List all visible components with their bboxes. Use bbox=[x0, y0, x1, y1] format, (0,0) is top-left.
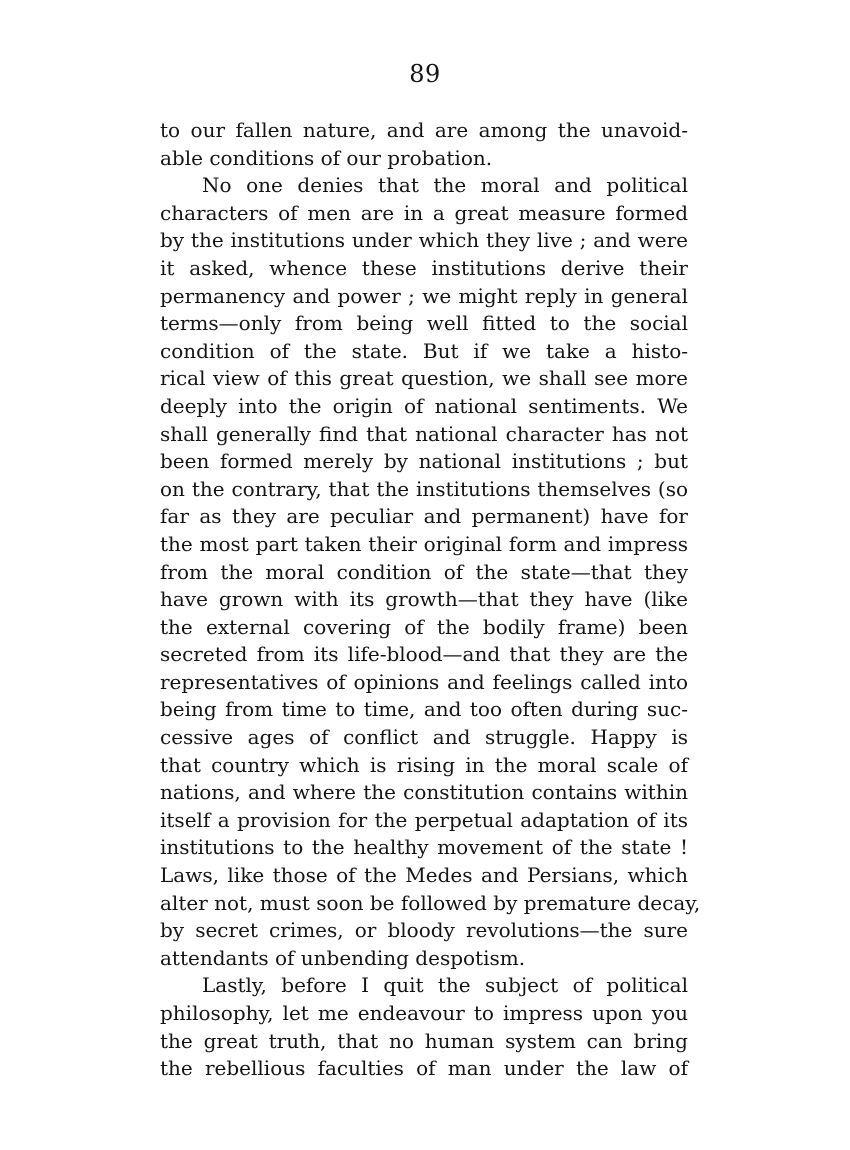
text-line: terms—only from being well fitted to the social bbox=[160, 311, 688, 336]
text-line: on the contrary, that the institutions themselves (so bbox=[160, 476, 688, 501]
text-line: the external covering of the bodily frame) been bbox=[160, 614, 688, 639]
text-line: able conditions of our probation. bbox=[160, 145, 493, 170]
body-text bbox=[160, 117, 701, 1083]
text-line: have grown with its growth—that they have (like bbox=[160, 587, 688, 612]
text-line: by the institutions under which they live ; and were bbox=[160, 228, 688, 253]
text-line: the rebellious faculties of man under the law of bbox=[160, 1056, 688, 1081]
text-line: being from time to time, and too often during suc- bbox=[160, 697, 688, 722]
text-line: institutions to the healthy movement of the state ! bbox=[160, 835, 688, 860]
text-line: alter not, must soon be followed by premature decay, bbox=[160, 890, 701, 915]
text-line: characters of men are in a great measure formed bbox=[160, 200, 688, 225]
text-line: Lastly, before I quit the subject of political bbox=[202, 973, 688, 998]
text-line: it asked, whence these institutions derive their bbox=[160, 255, 688, 280]
text-line: condition of the state. But if we take a histo- bbox=[160, 338, 688, 363]
text-line: shall generally find that national character has not bbox=[160, 421, 688, 446]
text-line: itself a provision for the perpetual adaptation of its bbox=[160, 807, 688, 832]
text-line: the most part taken their original form and impress bbox=[160, 531, 688, 556]
text-line: permanency and power ; we might reply in general bbox=[160, 283, 688, 308]
page-number: 89 bbox=[409, 60, 441, 88]
text-line: from the moral condition of the state—that they bbox=[160, 559, 688, 584]
text-line: by secret crimes, or bloody revolutions—the sure bbox=[160, 918, 688, 943]
text-line: nations, and where the constitution contains within bbox=[160, 780, 688, 805]
text-line: to our fallen nature, and are among the unavoid- bbox=[160, 118, 688, 142]
text-line: Laws, like those of the Medes and Persians, which bbox=[160, 863, 688, 888]
text-line: the great truth, that no human system can bring bbox=[160, 1028, 688, 1053]
text-line: deeply into the origin of national sentiments. We bbox=[160, 393, 688, 418]
text-line: philosophy, let me endeavour to impress upon you bbox=[160, 1001, 688, 1025]
text-line: cessive ages of conflict and struggle. Happy is bbox=[160, 725, 688, 750]
text-line: been formed merely by national institutions ; but bbox=[160, 449, 688, 474]
text-line: that country which is rising in the moral scale of bbox=[160, 752, 688, 777]
text-line: attendants of unbending despotism. bbox=[160, 945, 526, 970]
text-line: representatives of opinions and feelings called into bbox=[160, 669, 688, 694]
text-line: secreted from its life-blood—and that they are the bbox=[160, 642, 688, 667]
text-line: No one denies that the moral and political bbox=[202, 173, 688, 198]
text-line: rical view of this great question, we shall see more bbox=[160, 366, 688, 391]
text-line: far as they are peculiar and permanent) have for bbox=[160, 504, 688, 529]
